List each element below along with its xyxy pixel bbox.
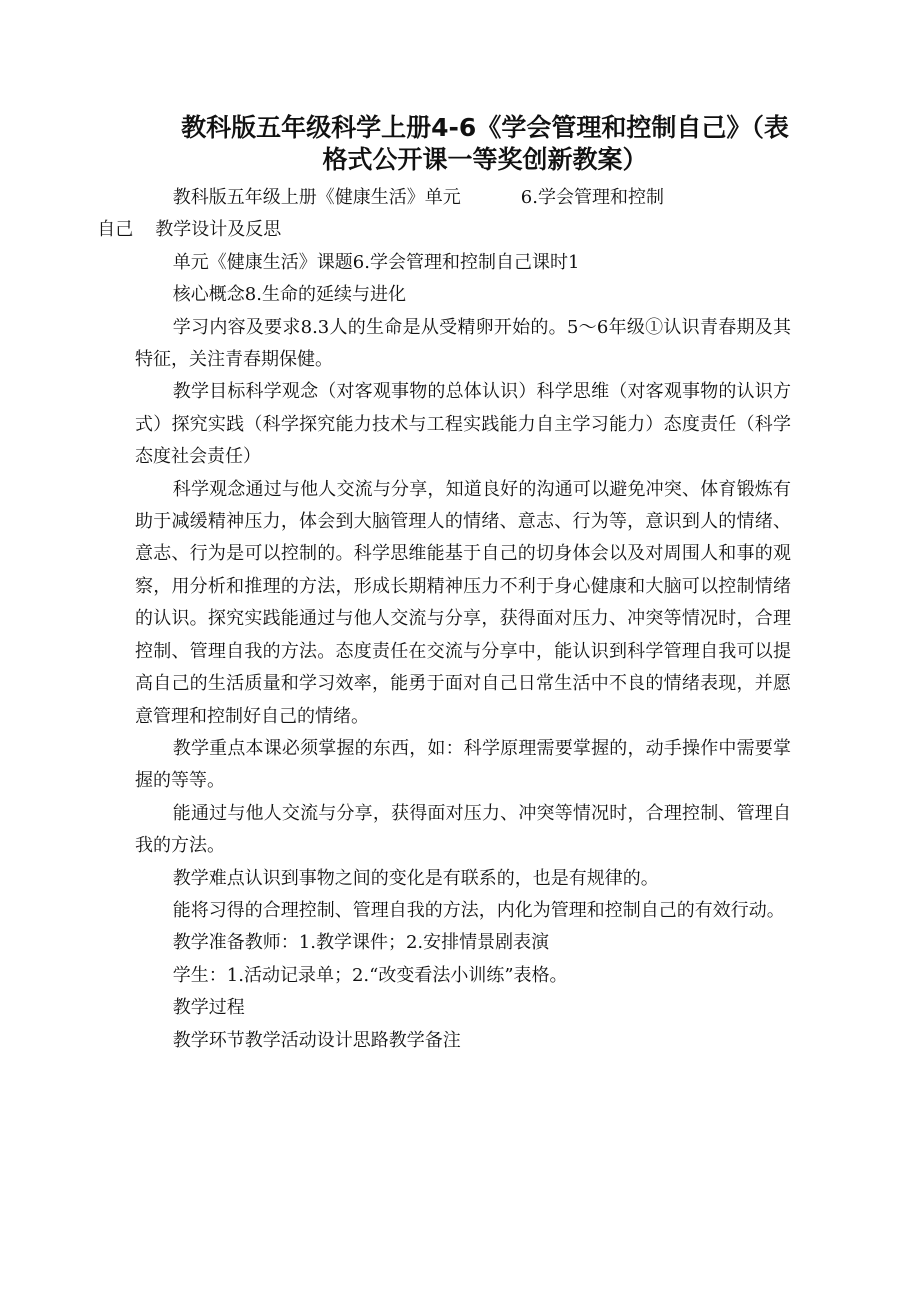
paragraph-difficulties-detail: 能将习得的合理控制、管理自我的方法，内化为管理和控制自己的有效行动。 [172, 899, 785, 921]
lesson-title-text: 6.学会管理和控制 [520, 187, 664, 208]
document-title: 教科版五年级科学上册4-6《学会管理和控制自己》（表格式公开课一等奖创新教案） [181, 113, 789, 174]
paragraph-goal-details: 科学观念通过与他人交流与分享，知道良好的沟通可以避免冲突、体育锻炼有助于减缓精神压力，体会到大脑管理人的情绪、意志、行为等，意识到人的情绪、意志、行为是可以控制的。科学思维能基于自己的切身体会以及对周围人和事的观察，用分析和推理的方法，形成长期精神压力不利于身心健康和大脑可以控制情绪的认识。探究实践能通过与他人交流与分享，获得面对压力、冲突等情况时，合理控制、管理自我的方法。态度责任在交流与分享中，能认识到科学管理自我可以提高自己的生活质量和学习效率，能勇于面对自己日常生活中不良的情绪表现，并愿意管理和控制好自己的情绪。 [135, 478, 791, 727]
paragraph-core-concept: 核心概念8.生命的延续与进化 [172, 284, 406, 306]
paragraph-process-heading: 教学过程 [172, 997, 245, 1019]
paragraph-difficulties: 教学难点认识到事物之间的变化是有联系的，也是有规律的。 [172, 867, 659, 889]
paragraph-unit-info: 单元《健康生活》课题6.学会管理和控制自己课时1 [172, 251, 580, 273]
document-body [97, 182, 791, 1057]
paragraph-learning-requirements: 学习内容及要求8.3人的生命是从受精卵开始的。5～6年级①认识青春期及其特征，关注青春期保健。 [135, 316, 791, 371]
paragraph-table-header: 教学环节教学活动设计思路教学备注 [172, 1029, 461, 1051]
unit-intro-text: 教科版五年级上册《健康生活》单元 [172, 187, 461, 208]
design-reflection-text: 教学设计及反思 [155, 219, 282, 241]
paragraph-teaching-goals: 教学目标科学观念（对客观事物的总体认识）科学思维（对客观事物的认识方式）探究实践（科学探究能力技术与工程实践能力自主学习能力）态度责任（科学态度社会责任） [135, 381, 791, 468]
paragraph-teacher-prep: 教学准备教师：1.教学课件；2.安排情景剧表演 [172, 932, 550, 954]
paragraph-student-prep: 学生：1.活动记录单；2.“改变看法小训练”表格。 [172, 964, 568, 986]
paragraph-unit-intro [97, 182, 791, 247]
paragraph-key-points: 教学重点本课必须掌握的东西，如：科学原理需要掌握的，动手操作中需要掌握的等等。 [135, 737, 791, 792]
lesson-title-cont: 自己 [97, 219, 134, 241]
paragraph-key-points-detail: 能通过与他人交流与分享，获得面对压力、冲突等情况时，合理控制、管理自我的方法。 [135, 802, 791, 857]
